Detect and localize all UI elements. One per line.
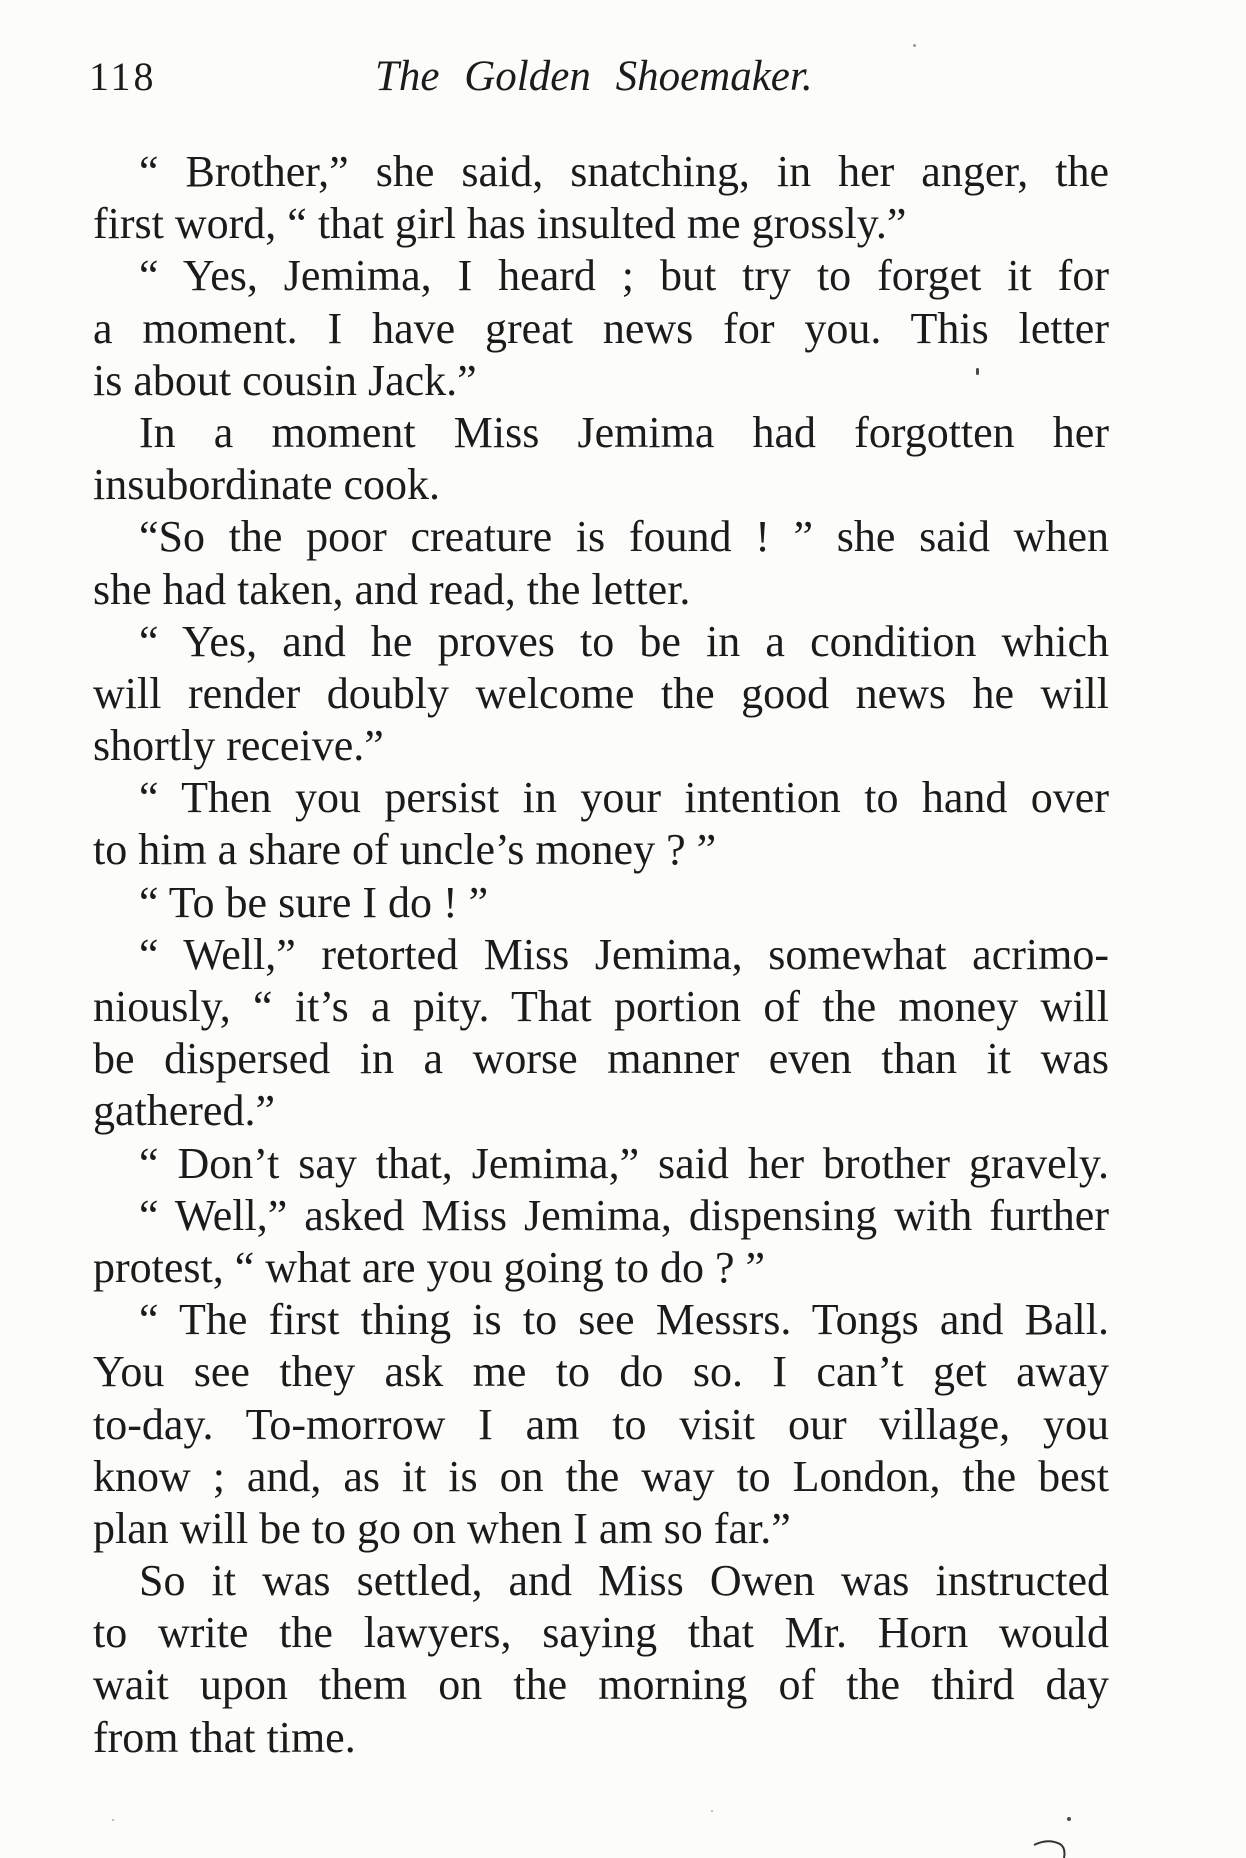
text-line: will render doubly welcome the good news he will [93, 668, 1109, 718]
scan-mark [1030, 1836, 1074, 1858]
running-title: The Golden Shoemaker. [375, 53, 813, 100]
text-line: gathered.” [93, 1086, 275, 1136]
paragraph-9 [93, 1138, 1109, 1190]
text-line: In a moment Miss Jemima had forgotten her [139, 407, 1109, 457]
paragraph-3 [93, 407, 1109, 511]
paragraph-11 [93, 1294, 1109, 1555]
paragraph-5 [93, 616, 1109, 773]
body-text [93, 146, 1109, 1764]
text-line: “ Brother,” she said, snatching, in her anger, the [139, 147, 1109, 196]
text-line: to write the lawyers, saying that Mr. Horn would [93, 1608, 1109, 1658]
text-line: “ The first thing is to see Messrs. Tongs and Ball. [139, 1295, 1109, 1345]
text-line: “ Yes, and he proves to be in a condition which [139, 616, 1109, 666]
scan-speck [112, 1819, 114, 1821]
text-line: So it was settled, and Miss Owen was instructed [139, 1556, 1109, 1606]
paragraph-2 [93, 250, 1109, 407]
text-line: to-day. To-morrow I am to visit our village, you [93, 1399, 1109, 1449]
paragraph-10 [93, 1190, 1109, 1294]
text-line: wait upon them on the morning of the third day [93, 1660, 1109, 1710]
paragraph-6 [93, 772, 1109, 876]
text-line: “ Then you persist in your intention to hand over [139, 773, 1109, 823]
text-line: “ Well,” asked Miss Jemima, dispensing with further [139, 1190, 1109, 1240]
text-line: insubordinate cook. [93, 460, 441, 510]
page-header [89, 51, 1109, 103]
text-line: niously, “ it’s a pity. That portion of the money will [93, 982, 1109, 1031]
paragraph-4 [93, 511, 1109, 615]
text-line: a moment. I have great news for you. This letter [93, 303, 1109, 353]
text-line: first word, “ that girl has insulted me grossly.” [93, 199, 907, 249]
text-line: “So the poor creature is found ! ” she said when [139, 512, 1109, 562]
text-line: is about cousin Jack.” [93, 355, 477, 405]
text-line: You see they ask me to do so. I can’t get away [93, 1347, 1109, 1397]
text-line: she had taken, and read, the letter. [93, 564, 691, 614]
paragraph-12 [93, 1555, 1109, 1764]
scan-speck [1067, 1817, 1071, 1821]
text-line: “ Well,” retorted Miss Jemima, somewhat acrimo- [139, 929, 1109, 979]
text-line: know ; and, as it is on the way to London, the best [93, 1451, 1109, 1501]
text-line: plan will be to go on when I am so far.” [93, 1503, 791, 1553]
text-line: “ Don’t say that, Jemima,” said her brother gravely. [139, 1138, 1109, 1188]
scan-speck [711, 1810, 713, 1812]
page-number: 118 [89, 54, 157, 99]
text-line: “ To be sure I do ! ” [139, 877, 489, 927]
scan-speck [976, 368, 979, 375]
paragraph-8 [93, 929, 1109, 1138]
paragraph-7 [93, 877, 1109, 929]
text-line: to him a share of uncle’s money ? ” [93, 825, 717, 875]
text-line: from that time. [93, 1712, 356, 1762]
paragraph-1 [93, 146, 1109, 250]
text-line: “ Yes, Jemima, I heard ; but try to forget it for [139, 251, 1109, 301]
text-line: protest, “ what are you going to do ? ” [93, 1242, 766, 1292]
scan-speck [913, 44, 916, 47]
text-line: be dispersed in a worse manner even than it was [93, 1034, 1109, 1084]
text-line: shortly receive.” [93, 721, 384, 771]
